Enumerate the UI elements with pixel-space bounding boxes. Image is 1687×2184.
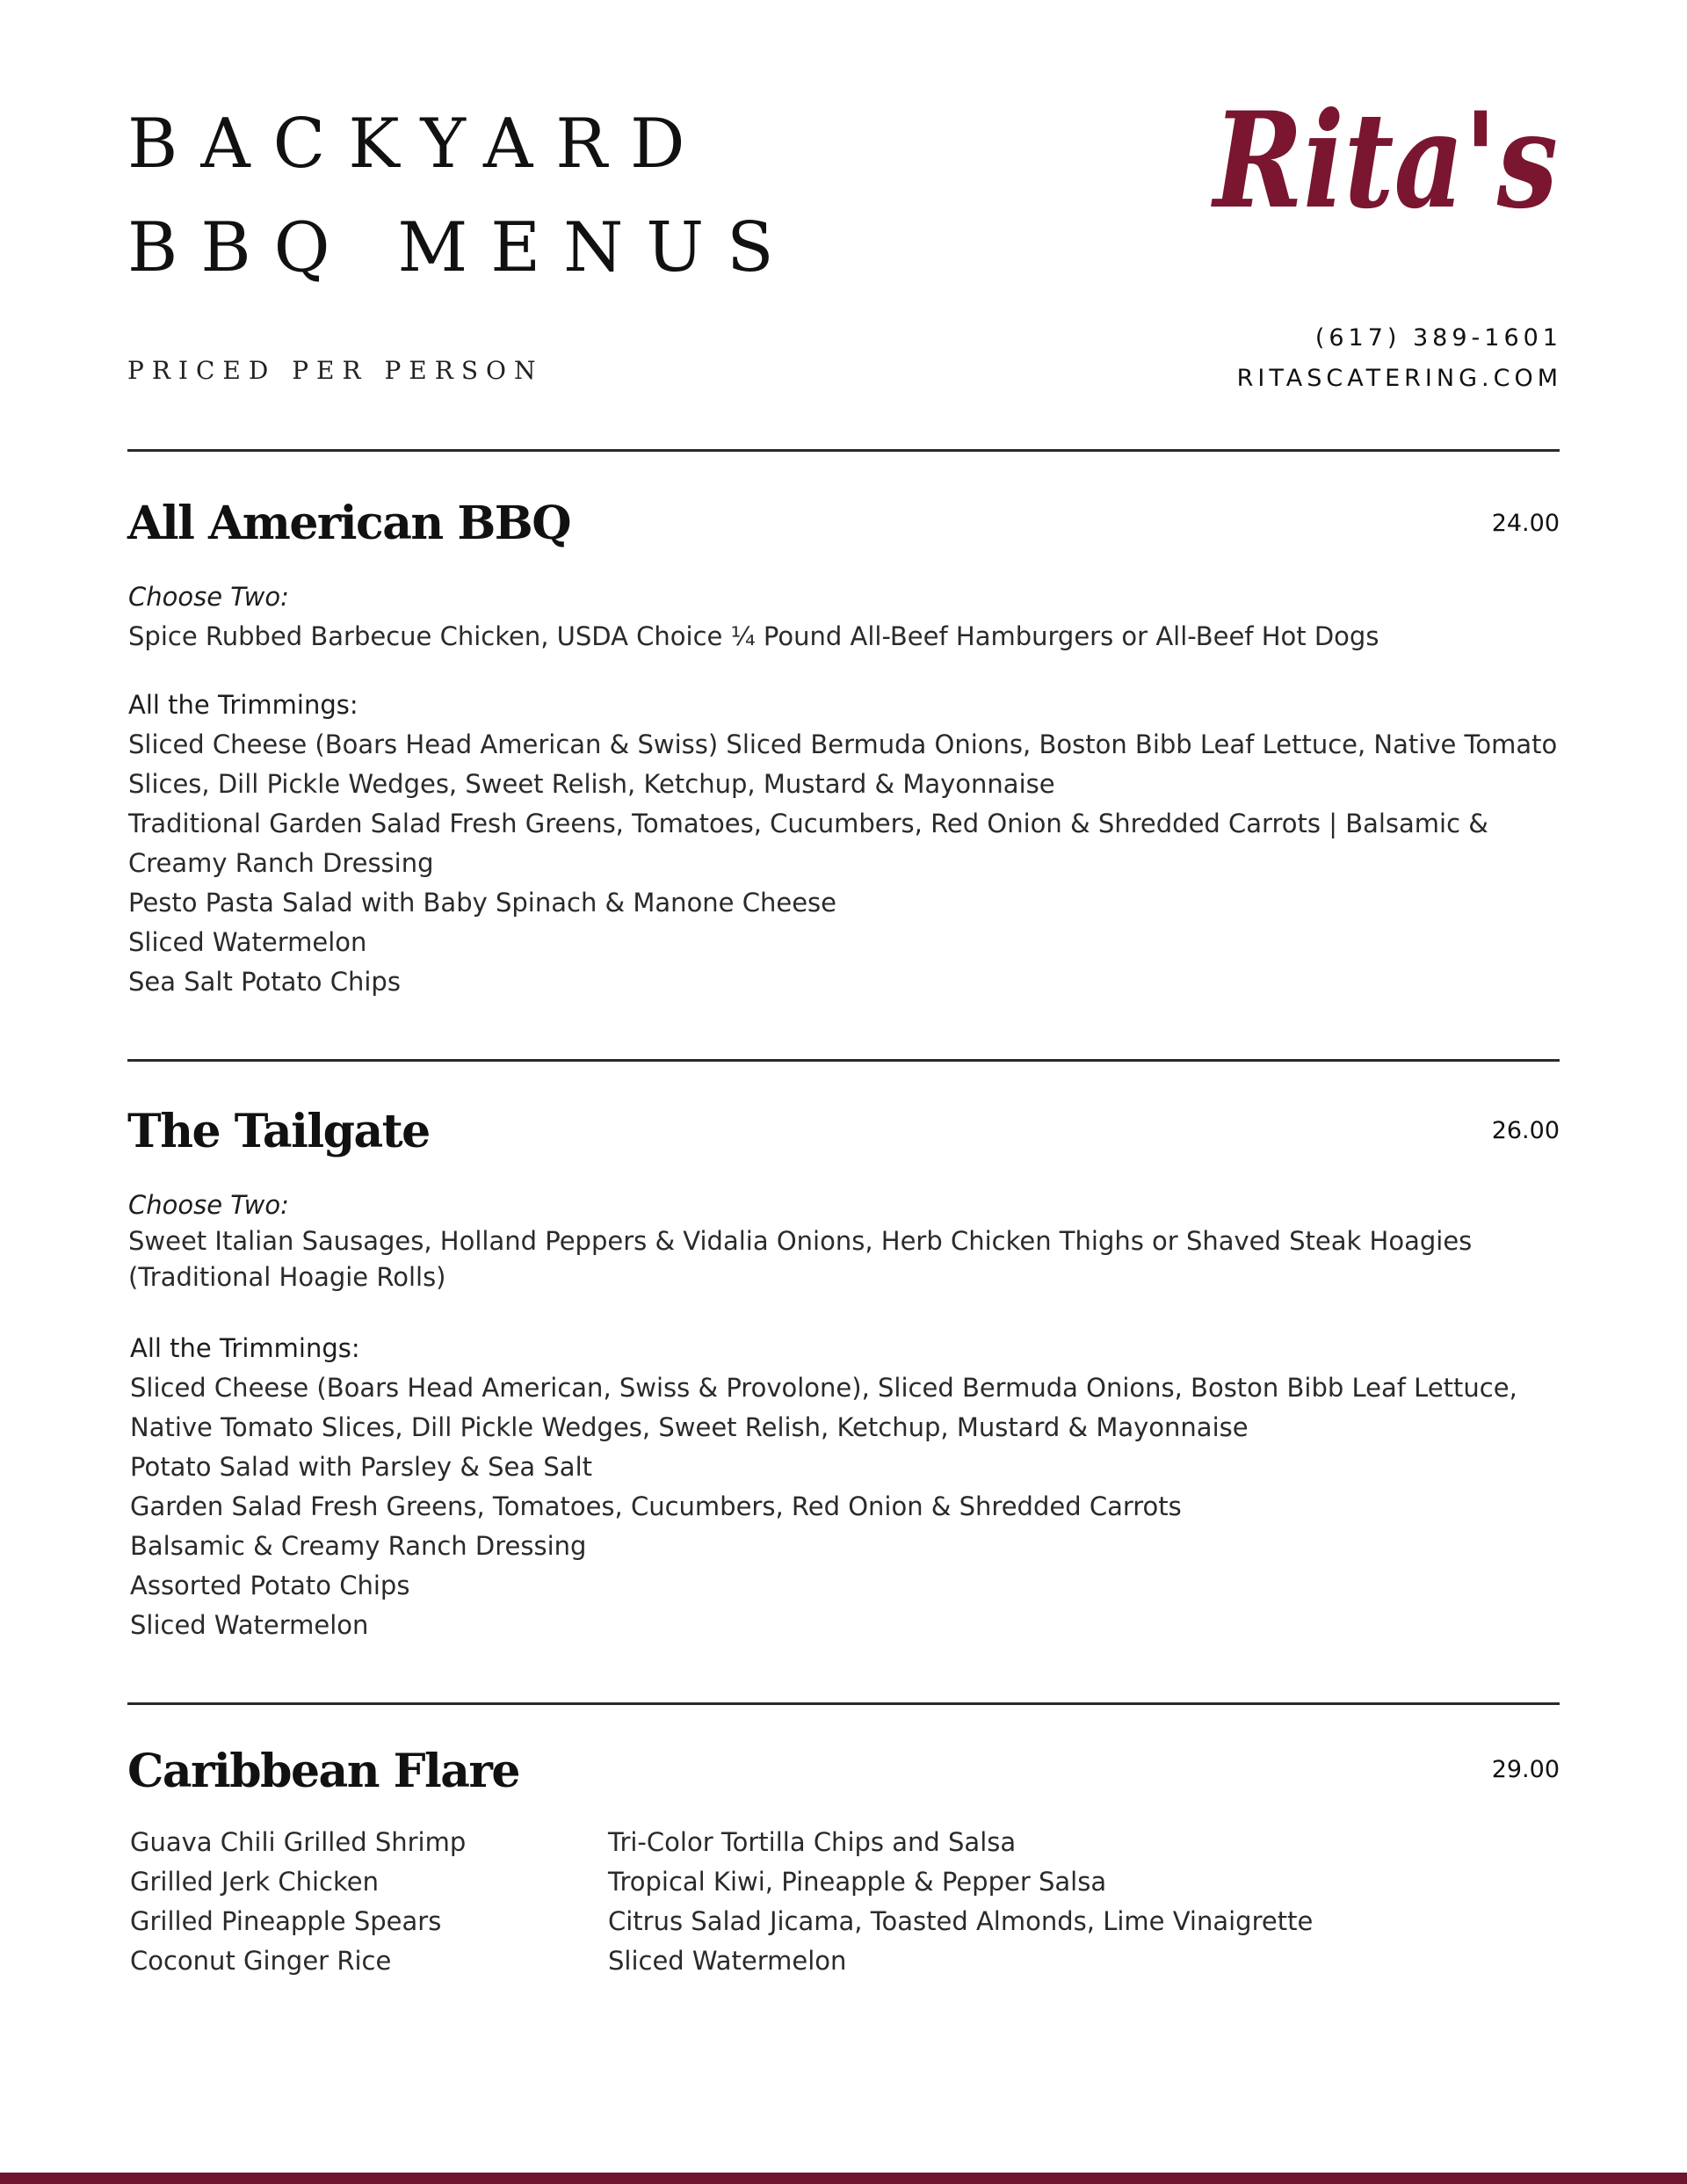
list-item: Tri-Color Tortilla Chips and Salsa <box>608 1827 1017 1857</box>
trimming-item: Sea Salt Potato Chips <box>128 967 401 997</box>
trimming-item: Balsamic & Creamy Ranch Dressing <box>130 1531 587 1561</box>
list-item: Tropical Kiwi, Pineapple & Pepper Salsa <box>608 1867 1107 1897</box>
website-link[interactable]: RITASCATERING.COM <box>1236 365 1562 392</box>
trimming-item: Sliced Cheese (Boars Head American, Swiss & Provolone), Sliced Bermuda Onions, Boston Bibb Leaf Lettuce, Native Tomato Slices, Dill Pickle Wedges, Sweet Relish, Ketchup, Mustard & Mayonnaise <box>130 1373 1517 1442</box>
section-title-caribbean-flare: Caribbean Flare <box>127 1745 519 1798</box>
trimming-item: Sliced Watermelon <box>128 927 367 957</box>
trimming-item: Sliced Cheese (Boars Head American & Swiss) Sliced Bermuda Onions, Boston Bibb Leaf Lettuce, Native Tomato Slices, Dill Pickle Wedges, Sweet Relish, Ketchup, Mustard & Mayonnaise <box>128 729 1558 799</box>
choose-label: Choose Two: <box>128 582 289 612</box>
phone-number[interactable]: (617) 389-1601 <box>1314 324 1562 352</box>
title-line-2: BBQ MENUS <box>127 208 797 287</box>
list-item: Coconut Ginger Rice <box>130 1946 392 1976</box>
trimming-item: Potato Salad with Parsley & Sea Salt <box>130 1452 592 1482</box>
price-the-tailgate: 26.00 <box>1491 1117 1560 1144</box>
page-title <box>127 92 797 300</box>
trimmings-label: All the Trimmings: <box>128 690 358 720</box>
section-title-the-tailgate: The Tailgate <box>127 1105 430 1158</box>
trimmings-the-tailgate <box>130 1329 1571 1645</box>
divider <box>127 449 1560 452</box>
choose-options: Spice Rubbed Barbecue Chicken, USDA Choice ¼ Pound All-Beef Hamburgers or All-Beef Hot Dogs <box>128 621 1379 651</box>
ritas-logo <box>1208 83 1564 238</box>
choose-label: Choose Two: <box>128 1190 289 1220</box>
trimming-item: Sliced Watermelon <box>130 1610 369 1640</box>
divider <box>127 1059 1560 1062</box>
trimming-item: Traditional Garden Salad Fresh Greens, Tomatoes, Cucumbers, Red Onion & Shredded Carrots | Balsamic & Creamy Ranch Dressing <box>128 809 1488 878</box>
list-item: Sliced Watermelon <box>608 1946 847 1976</box>
section-body-all-american-bbq <box>128 577 1569 1002</box>
pricing-subtitle: PRICED PER PERSON <box>127 356 544 385</box>
title-line-1: BACKYARD <box>127 105 708 184</box>
logo-wordmark: Rita's <box>1210 83 1558 238</box>
price-caribbean-flare: 29.00 <box>1491 1756 1560 1783</box>
list-item: Grilled Jerk Chicken <box>130 1867 379 1897</box>
trimmings-label: All the Trimmings: <box>130 1333 360 1363</box>
contact-info <box>1237 318 1562 399</box>
list-item: Citrus Salad Jicama, Toasted Almonds, Lime Vinaigrette <box>608 1906 1314 1936</box>
caribbean-right-column <box>608 1823 1313 1981</box>
choose-options: Sweet Italian Sausages, Holland Peppers & Vidalia Onions, Herb Chicken Thighs or Shaved Steak Hoagies (Traditional Hoagie Rolls) <box>128 1226 1473 1292</box>
footer-bar <box>0 2173 1687 2184</box>
divider <box>127 1702 1560 1705</box>
trimming-item: Pesto Pasta Salad with Baby Spinach & Manone Cheese <box>128 888 837 918</box>
caribbean-left-column <box>130 1823 466 1981</box>
trimming-item: Garden Salad Fresh Greens, Tomatoes, Cucumbers, Red Onion & Shredded Carrots <box>130 1491 1182 1521</box>
price-all-american-bbq: 24.00 <box>1491 510 1560 537</box>
trimming-item: Assorted Potato Chips <box>130 1571 410 1600</box>
section-body-the-tailgate <box>128 1187 1569 1295</box>
list-item: Guava Chili Grilled Shrimp <box>130 1827 467 1857</box>
section-title-all-american-bbq: All American BBQ <box>127 497 571 550</box>
list-item: Grilled Pineapple Spears <box>130 1906 442 1936</box>
